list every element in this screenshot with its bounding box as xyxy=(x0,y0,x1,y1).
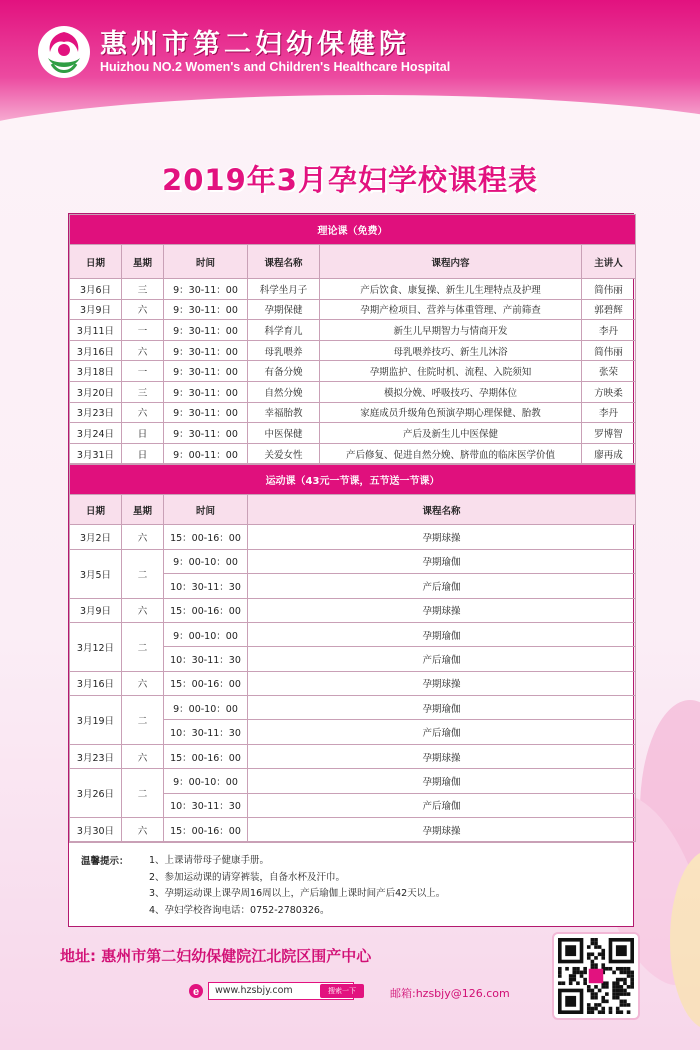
email-text: 邮箱:hzsbjy@126.com xyxy=(390,987,510,1000)
hospital-name-cn: 惠州市第二妇幼保健院 xyxy=(100,29,410,60)
theory-band xyxy=(70,215,636,245)
cell-weekday: 一 xyxy=(122,320,164,341)
cell-date: 3月6日 xyxy=(70,279,122,300)
cell-time: 9：00-11：00 xyxy=(164,443,248,464)
cell-lecturer: 李丹 xyxy=(582,402,636,423)
note-item: 4、孕妇学校咨询电话：0752-2780326。 xyxy=(149,904,330,916)
cell-date: 3月9日 xyxy=(70,299,122,320)
cell-course-name: 自然分娩 xyxy=(248,381,320,402)
cell-weekday: 二 xyxy=(122,769,164,818)
cell-course-name: 母乳喂养 xyxy=(248,340,320,361)
cell-time: 9：30-11：00 xyxy=(164,402,248,423)
cell-lecturer: 简伟丽 xyxy=(582,340,636,361)
cell-lecturer: 李丹 xyxy=(582,320,636,341)
cell-time: 9：30-11：00 xyxy=(164,320,248,341)
theory-rows xyxy=(70,279,636,464)
cell-weekday: 六 xyxy=(122,818,164,842)
table-row xyxy=(70,279,636,300)
table-row xyxy=(70,549,636,573)
cell-weekday: 六 xyxy=(122,402,164,423)
col-date: 日期 xyxy=(70,495,122,525)
cell-weekday: 六 xyxy=(122,299,164,320)
cell-time: 15：00-16：00 xyxy=(164,744,248,768)
cell-weekday: 三 xyxy=(122,381,164,402)
table-row xyxy=(70,361,636,382)
cell-date: 3月23日 xyxy=(70,744,122,768)
exercise-rows xyxy=(70,525,636,842)
cell-weekday: 六 xyxy=(122,525,164,549)
hospital-logo-icon xyxy=(36,24,92,80)
col-time: 时间 xyxy=(164,245,248,279)
address-text: 地址: 惠州市第二妇幼保健院江北院区围产中心 xyxy=(60,947,372,965)
col-course-name: 课程名称 xyxy=(248,245,320,279)
table-row xyxy=(70,525,636,549)
page-title: 2019年3月孕妇学校课程表 xyxy=(162,163,538,197)
cell-time: 10：30-11：30 xyxy=(164,720,248,744)
cell-course-name: 孕期球操 xyxy=(248,525,636,549)
table-row xyxy=(70,402,636,423)
cell-weekday: 二 xyxy=(122,622,164,671)
cell-lecturer: 廖再成 xyxy=(582,443,636,464)
col-time: 时间 xyxy=(164,495,248,525)
cell-time: 9：30-11：00 xyxy=(164,361,248,382)
cell-time: 15：00-16：00 xyxy=(164,598,248,622)
search-button[interactable]: 搜索一下 xyxy=(320,984,364,998)
website-url-text: www.hzsbjy.com xyxy=(215,985,293,996)
cell-course-name: 中医保健 xyxy=(248,423,320,444)
cell-weekday: 一 xyxy=(122,361,164,382)
cell-date: 3月5日 xyxy=(70,549,122,598)
note-item: 1、上课请带母子健康手册。 xyxy=(149,855,270,867)
cell-time: 9：30-11：00 xyxy=(164,381,248,402)
theory-header-row xyxy=(70,245,636,279)
col-weekday: 星期 xyxy=(122,245,164,279)
cell-course-name: 有备分娩 xyxy=(248,361,320,382)
cell-lecturer: 罗博智 xyxy=(582,423,636,444)
cell-weekday: 三 xyxy=(122,279,164,300)
theory-band-label: 理论课（免费） xyxy=(70,215,636,245)
table-row xyxy=(70,744,636,768)
svg-text:e: e xyxy=(192,986,200,998)
cell-date: 3月16日 xyxy=(70,671,122,695)
table-row xyxy=(70,299,636,320)
cell-time: 9：30-11：00 xyxy=(164,279,248,300)
cell-time: 10：30-11：30 xyxy=(164,647,248,671)
cell-course-name: 产后瑜伽 xyxy=(248,720,636,744)
cell-time: 9：00-10：00 xyxy=(164,696,248,720)
qr-code-frame xyxy=(552,932,640,1020)
cell-lecturer: 方映柔 xyxy=(582,381,636,402)
cell-weekday: 二 xyxy=(122,696,164,745)
exercise-band xyxy=(70,465,636,495)
col-weekday: 星期 xyxy=(122,495,164,525)
notes-list xyxy=(149,853,445,919)
cell-course-name: 孕期瑜伽 xyxy=(248,549,636,573)
cell-date: 3月16日 xyxy=(70,340,122,361)
cell-course-name: 科学育儿 xyxy=(248,320,320,341)
cell-time: 9：30-11：00 xyxy=(164,299,248,320)
cell-date: 3月30日 xyxy=(70,818,122,842)
cell-course-name: 产后瑜伽 xyxy=(248,647,636,671)
cell-time: 15：00-16：00 xyxy=(164,525,248,549)
note-item: 3、孕期运动课上课孕周16周以上，产后瑜伽上课时间产后42天以上。 xyxy=(149,888,446,900)
cell-date: 3月24日 xyxy=(70,423,122,444)
exercise-table xyxy=(69,464,636,842)
cell-course-name: 幸福胎教 xyxy=(248,402,320,423)
table-row xyxy=(70,696,636,720)
cell-time: 9：00-10：00 xyxy=(164,622,248,646)
table-row xyxy=(70,622,636,646)
cell-course-content: 母乳喂养技巧、新生儿沐浴 xyxy=(320,340,582,361)
cell-date: 3月11日 xyxy=(70,320,122,341)
cell-course-content: 孕期监护、住院时机、流程、入院须知 xyxy=(320,361,582,382)
col-lecturer: 主讲人 xyxy=(582,245,636,279)
table-row xyxy=(70,340,636,361)
table-row xyxy=(70,320,636,341)
hospital-name-en: Huizhou NO.2 Women's and Children's Healthcare Hospital xyxy=(100,60,451,74)
cell-date: 3月12日 xyxy=(70,622,122,671)
cell-weekday: 二 xyxy=(122,549,164,598)
exercise-band-label: 运动课（43元一节课，五节送一节课） xyxy=(70,465,636,495)
cell-course-name: 孕期球操 xyxy=(248,598,636,622)
header-arc xyxy=(0,95,700,140)
table-row xyxy=(70,598,636,622)
col-course-name: 课程名称 xyxy=(248,495,636,525)
table-row xyxy=(70,769,636,793)
notes-section xyxy=(69,842,633,920)
cell-date: 3月19日 xyxy=(70,696,122,745)
cell-lecturer: 张荣 xyxy=(582,361,636,382)
cell-course-name: 孕期保健 xyxy=(248,299,320,320)
table-row xyxy=(70,381,636,402)
cell-date: 3月31日 xyxy=(70,443,122,464)
cell-weekday: 六 xyxy=(122,598,164,622)
note-item: 2、参加运动课的请穿裤装，自备水杯及汗巾。 xyxy=(149,871,346,883)
cell-date: 3月18日 xyxy=(70,361,122,382)
col-date: 日期 xyxy=(70,245,122,279)
cell-course-content: 新生儿早期智力与情商开发 xyxy=(320,320,582,341)
cell-date: 3月20日 xyxy=(70,381,122,402)
cell-course-name: 孕期球操 xyxy=(248,671,636,695)
cell-time: 9：00-10：00 xyxy=(164,549,248,573)
cell-course-name: 科学坐月子 xyxy=(248,279,320,300)
table-row xyxy=(70,818,636,842)
schedule-table xyxy=(68,213,634,927)
cell-course-content: 产后及新生儿中医保健 xyxy=(320,423,582,444)
cell-weekday: 六 xyxy=(122,671,164,695)
cell-time: 15：00-16：00 xyxy=(164,818,248,842)
cell-course-name: 产后瑜伽 xyxy=(248,574,636,598)
header-banner xyxy=(0,0,700,140)
cell-course-name: 关爱女性 xyxy=(248,443,320,464)
cell-lecturer: 简伟丽 xyxy=(582,279,636,300)
cell-course-name: 孕期球操 xyxy=(248,744,636,768)
cell-time: 9：30-11：00 xyxy=(164,423,248,444)
cell-time: 9：30-11：00 xyxy=(164,340,248,361)
notes-label: 温馨提示： xyxy=(81,856,129,868)
cell-date: 3月9日 xyxy=(70,598,122,622)
cell-course-name: 产后瑜伽 xyxy=(248,793,636,817)
cell-course-content: 家庭成员升级角色预演孕期心理保健、胎教 xyxy=(320,402,582,423)
cell-date: 3月2日 xyxy=(70,525,122,549)
cell-date: 3月26日 xyxy=(70,769,122,818)
cell-weekday: 六 xyxy=(122,744,164,768)
cell-course-content: 模拟分娩、呼吸技巧、孕期体位 xyxy=(320,381,582,402)
cell-course-name: 孕期瑜伽 xyxy=(248,622,636,646)
cell-time: 10：30-11：30 xyxy=(164,793,248,817)
cell-time: 10：30-11：30 xyxy=(164,574,248,598)
cell-course-content: 产后饮食、康复操、新生儿生理特点及护理 xyxy=(320,279,582,300)
cell-weekday: 六 xyxy=(122,340,164,361)
cell-course-content: 孕期产检项目、营养与体重管理、产前筛查 xyxy=(320,299,582,320)
cell-lecturer: 郭碧辉 xyxy=(582,299,636,320)
theory-table xyxy=(69,214,636,464)
cell-date: 3月23日 xyxy=(70,402,122,423)
ie-browser-icon xyxy=(188,983,204,999)
cell-weekday: 日 xyxy=(122,423,164,444)
qr-code-icon xyxy=(558,938,634,1014)
table-row xyxy=(70,443,636,464)
col-course-content: 课程内容 xyxy=(320,245,582,279)
cell-course-name: 孕期瑜伽 xyxy=(248,696,636,720)
cell-weekday: 日 xyxy=(122,443,164,464)
cell-course-name: 孕期球操 xyxy=(248,818,636,842)
cell-time: 9：00-10：00 xyxy=(164,769,248,793)
table-row xyxy=(70,423,636,444)
cell-time: 15：00-16：00 xyxy=(164,671,248,695)
table-row xyxy=(70,671,636,695)
exercise-header-row xyxy=(70,495,636,525)
cell-course-name: 孕期瑜伽 xyxy=(248,769,636,793)
cell-course-content: 产后修复、促进自然分娩、脐带血的临床医学价值 xyxy=(320,443,582,464)
